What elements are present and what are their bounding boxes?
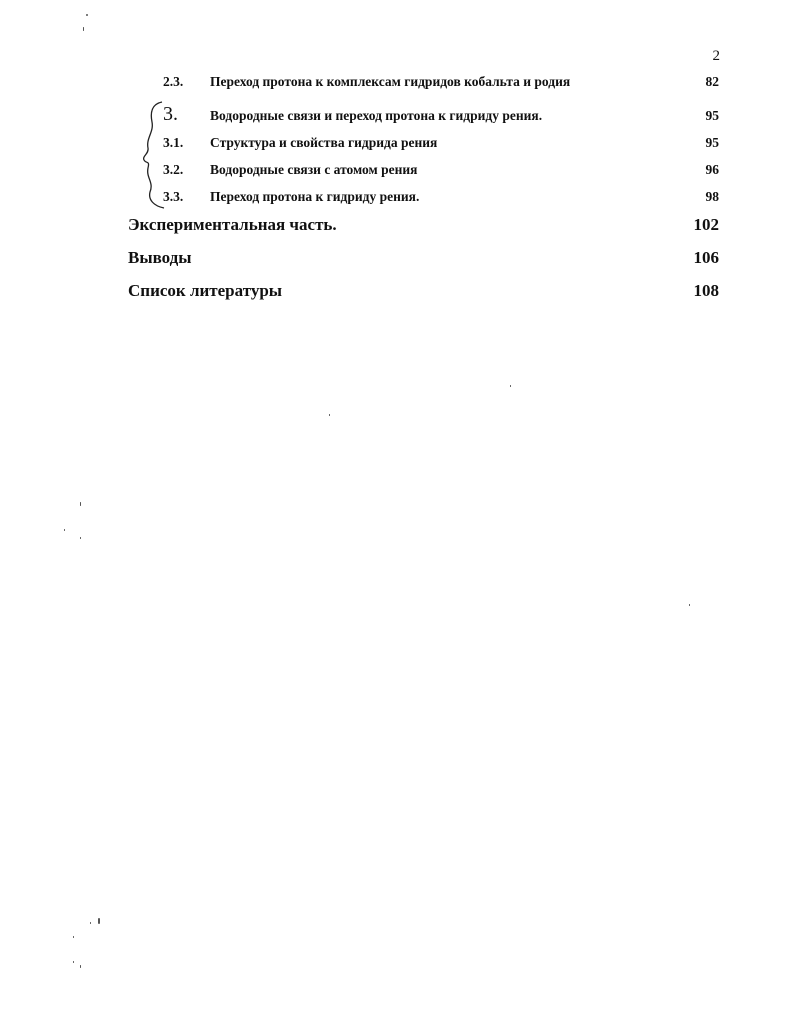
toc-entry-title: Водородные связи с атомом рения: [210, 162, 418, 177]
toc-entry-page: 98: [705, 189, 719, 204]
scan-speck: [329, 414, 330, 416]
toc-entry-page: 96: [705, 162, 719, 177]
scan-speck: [73, 936, 74, 938]
scan-speck: [80, 965, 81, 968]
scan-speck: [80, 502, 81, 506]
toc-entry-number: 3.2.: [163, 162, 184, 177]
toc-entry-title: Водородные связи и переход протона к гидриду рения.: [210, 108, 543, 123]
toc-entry-title: Переход протона к комплексам гидридов кобальта и родия: [210, 74, 571, 89]
scan-speck: [90, 922, 91, 924]
toc-section-title: Список литературы: [128, 281, 283, 300]
toc-entry-page: 82: [705, 74, 719, 89]
toc-entry: [163, 135, 719, 151]
toc-entry-page: 95: [705, 135, 719, 150]
toc-entry-number: 3.: [163, 103, 178, 125]
toc-entry: [163, 162, 719, 178]
scan-speck: [86, 14, 88, 16]
toc-entry-number: 3.3.: [163, 189, 184, 204]
toc-entry-title: Переход протона к гидриду рения.: [210, 189, 420, 204]
toc-entry-page: 95: [705, 108, 719, 123]
toc-section: [128, 248, 719, 268]
toc-entry: [163, 189, 719, 205]
scan-speck: [510, 385, 511, 387]
toc-entry: [163, 103, 719, 126]
scan-speck: [98, 918, 100, 924]
toc-section-title: Экспериментальная часть.: [128, 215, 337, 234]
scan-speck: [73, 961, 74, 963]
toc-section-title: Выводы: [128, 248, 192, 267]
toc-entry-title: Структура и свойства гидрида рения: [210, 135, 438, 150]
scan-speck: [83, 27, 84, 31]
toc-section-page: 106: [693, 248, 719, 267]
scan-speck: [64, 529, 65, 531]
toc-section-page: 102: [693, 215, 719, 234]
toc-section-page: 108: [693, 281, 719, 300]
toc-entry: [163, 74, 719, 90]
scan-speck: [80, 537, 81, 539]
toc-entry-number: 2.3.: [163, 74, 184, 89]
toc-entry-number: 3.1.: [163, 135, 184, 150]
toc-section: [128, 281, 719, 301]
page-number: 2: [712, 48, 720, 64]
scan-speck: [689, 604, 690, 606]
handwritten-brace-mark: [138, 98, 168, 210]
toc-section: [128, 215, 719, 235]
